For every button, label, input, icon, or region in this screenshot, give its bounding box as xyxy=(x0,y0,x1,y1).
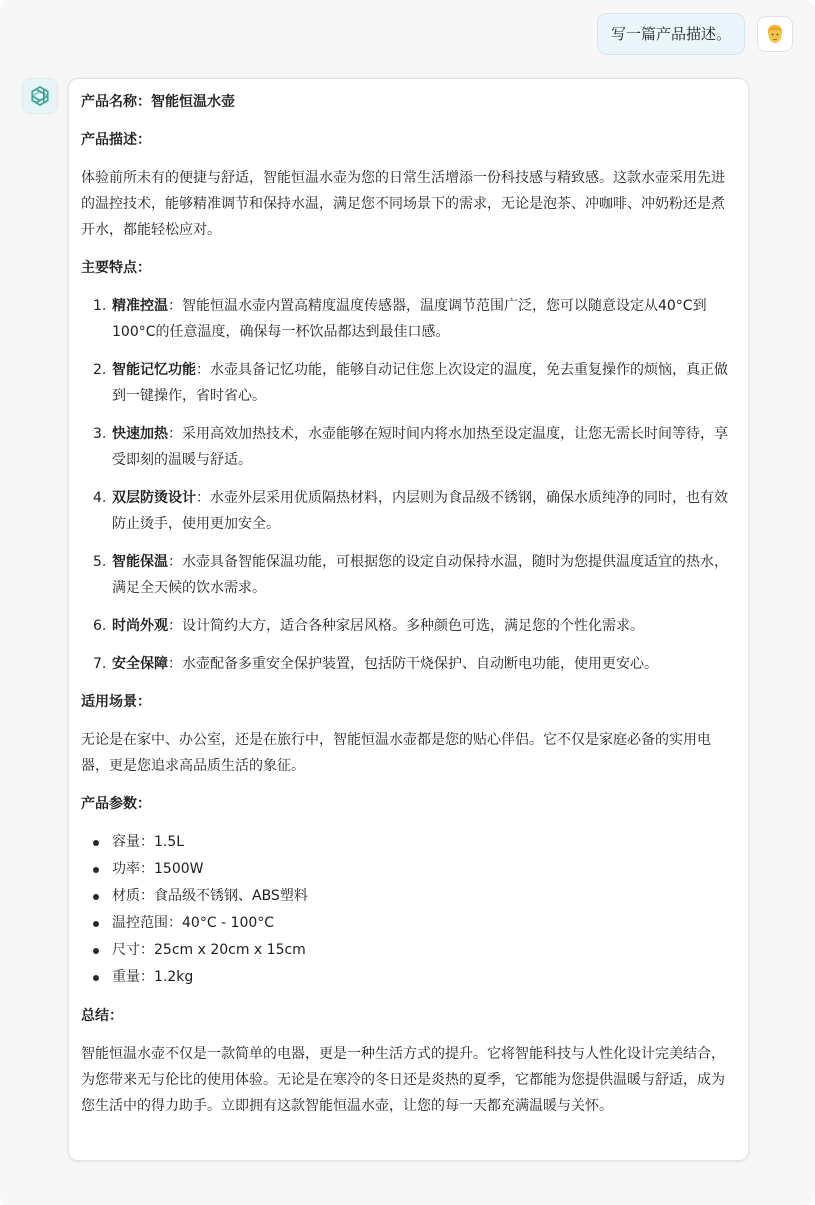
feature-title: 精准控温 xyxy=(112,298,168,314)
bullet-icon xyxy=(93,894,99,900)
feature-text: 水壶外层采用优质隔热材料，内层则为食品级不锈钢，确保水质纯净的同时，也有效防止烫手，使用更加安全。 xyxy=(112,490,728,532)
spec-item: 容量：1.5L xyxy=(81,829,736,856)
user-message-row xyxy=(597,13,793,55)
features-list xyxy=(81,293,736,677)
feature-item: 1. 精准控温：智能恒温水壶内置高精度温度传感器，温度调节范围广泛，您可以随意设定从40°C到100°C的任意温度，确保每一杯饮品都达到最佳口感。 xyxy=(93,298,707,340)
user-avatar xyxy=(757,16,793,52)
feature-text: 采用高效加热技术，水壶能够在短时间内将水加热至设定温度，让您无需长时间等待，享受即刻的温暖与舒适。 xyxy=(112,426,728,468)
scenarios-heading: 适用场景： xyxy=(81,694,151,710)
features-heading: 主要特点： xyxy=(81,260,151,276)
bullet-icon xyxy=(93,840,99,846)
feature-title: 智能保温 xyxy=(112,554,168,570)
assistant-avatar xyxy=(22,78,58,114)
bullet-icon xyxy=(93,975,99,981)
spec-item: 温控范围：40°C - 100°C xyxy=(81,910,736,937)
feature-item: 5. 智能保温：水壶具备智能保温功能，可根据您的设定自动保持水温，随时为您提供温度适宜的热水，满足全天候的饮水需求。 xyxy=(93,554,728,596)
spec-item: 材质：食品级不锈钢、ABS塑料 xyxy=(81,883,736,910)
feature-title: 安全保障 xyxy=(112,656,168,672)
scenarios-paragraph: 无论是在家中、办公室，还是在旅行中，智能恒温水壶都是您的贴心伴侣。它不仅是家庭必备的实用电器，更是您追求高品质生活的象征。 xyxy=(81,732,711,774)
feature-text: 水壶具备记忆功能，能够自动记住您上次设定的温度，免去重复操作的烦恼，真正做到一键操作，省时省心。 xyxy=(112,362,728,404)
feature-text: 水壶具备智能保温功能，可根据您的设定自动保持水温，随时为您提供温度适宜的热水，满足全天候的饮水需求。 xyxy=(112,554,728,596)
openai-logo-icon xyxy=(28,84,52,108)
summary-paragraph: 智能恒温水壶不仅是一款简单的电器，更是一种生活方式的提升。它将智能科技与人性化设计完美结合，为您带来无与伦比的使用体验。无论是在寒冷的冬日还是炎热的夏季，它都能为您提供温暖与舒适，成为您生活中的得力助手。立即拥有这款智能恒温水壶，让您的每一天都充满温暖与关怀。 xyxy=(81,1046,725,1114)
specs-heading: 产品参数： xyxy=(81,796,151,812)
feature-item: 4. 双层防烫设计：水壶外层采用优质隔热材料，内层则为食品级不锈钢，确保水质纯净的同时，也有效防止烫手，使用更加安全。 xyxy=(93,490,728,532)
spec-item: 重量：1.2kg xyxy=(81,964,736,991)
feature-title: 智能记忆功能 xyxy=(112,362,196,378)
specs-list xyxy=(81,829,736,991)
bullet-icon xyxy=(93,867,99,873)
product-name-line xyxy=(81,89,736,115)
bullet-icon xyxy=(93,948,99,954)
feature-title: 快速加热 xyxy=(112,426,168,442)
product-name-label: 产品名称： xyxy=(81,94,151,110)
feature-title: 时尚外观 xyxy=(112,618,168,634)
spec-item: 功率：1500W xyxy=(81,856,736,883)
summary-heading: 总结： xyxy=(81,1008,123,1024)
feature-item: 3. 快速加热：采用高效加热技术，水壶能够在短时间内将水加热至设定温度，让您无需长时间等待，享受即刻的温暖与舒适。 xyxy=(93,426,728,468)
product-name: 智能恒温水壶 xyxy=(151,94,235,110)
user-message-bubble: 写一篇产品描述。 xyxy=(597,13,745,55)
feature-item: 2. 智能记忆功能：水壶具备记忆功能，能够自动记住您上次设定的温度，免去重复操作的烦恼，真正做到一键操作，省时省心。 xyxy=(93,362,728,404)
feature-text: 智能恒温水壶内置高精度温度传感器，温度调节范围广泛，您可以随意设定从40°C到100°C的任意温度，确保每一杯饮品都达到最佳口感。 xyxy=(112,298,707,340)
feature-item: 6. 时尚外观：设计简约大方，适合各种家居风格。多种颜色可选，满足您的个性化需求。 xyxy=(93,618,644,634)
person-emoji-icon xyxy=(764,23,786,45)
spec-item: 尺寸：25cm x 20cm x 15cm xyxy=(81,937,736,964)
feature-item: 7. 安全保障：水壶配备多重安全保护装置，包括防干烧保护、自动断电功能，使用更安心。 xyxy=(93,656,658,672)
feature-text: 水壶配备多重安全保护装置，包括防干烧保护、自动断电功能，使用更安心。 xyxy=(182,656,658,672)
feature-text: 设计简约大方，适合各种家居风格。多种颜色可选，满足您的个性化需求。 xyxy=(182,618,644,634)
description-heading: 产品描述： xyxy=(81,132,151,148)
bullet-icon xyxy=(93,921,99,927)
description-paragraph: 体验前所未有的便捷与舒适，智能恒温水壶为您的日常生活增添一份科技感与精致感。这款水壶采用先进的温控技术，能够精准调节和保持水温，满足您不同场景下的需求，无论是泡茶、冲咖啡、冲奶粉还是煮开水，都能轻松应对。 xyxy=(81,170,725,238)
feature-title: 双层防烫设计 xyxy=(112,490,196,506)
assistant-message-card xyxy=(68,78,749,1161)
